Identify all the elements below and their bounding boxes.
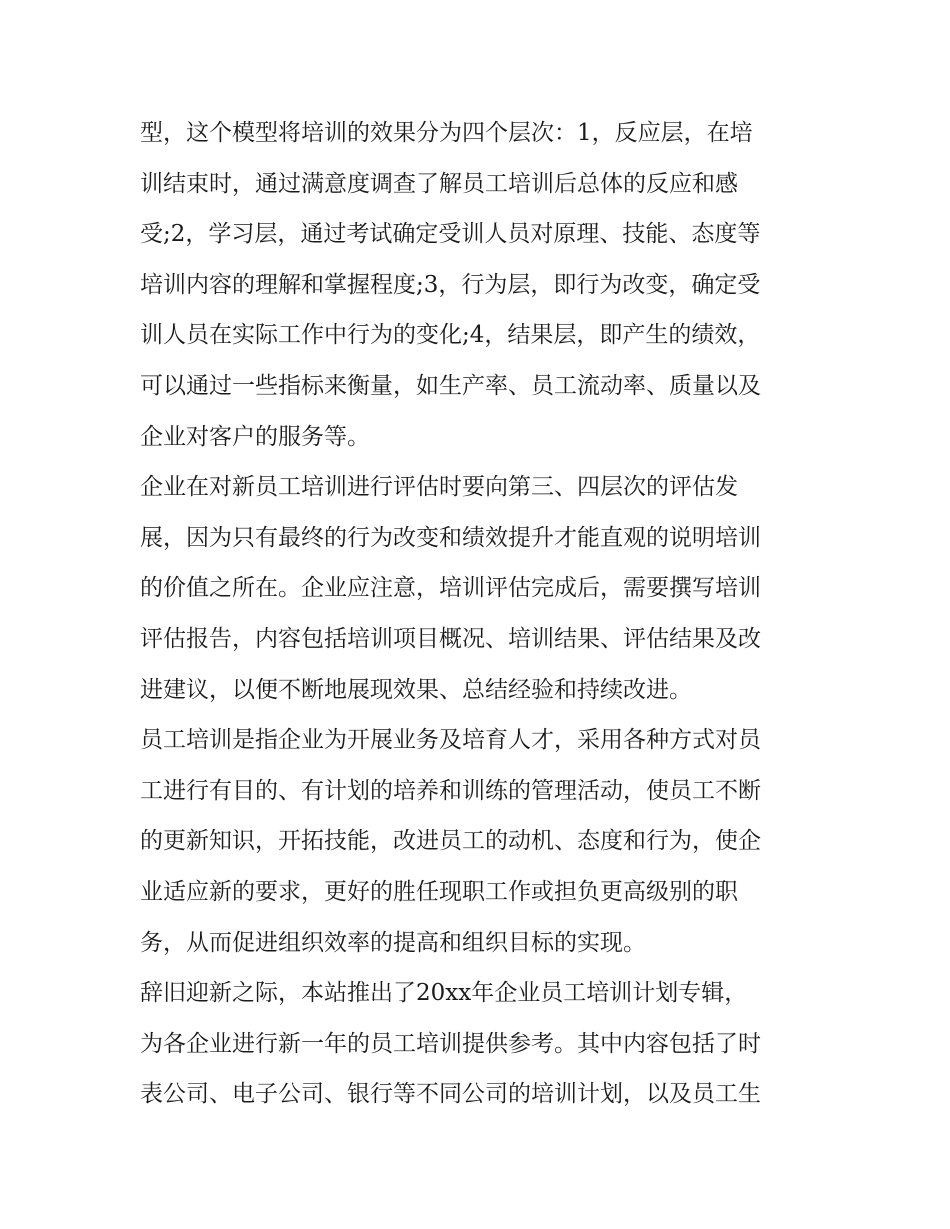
text-line: 训人员在实际工作中行为的变化;4，结果层，即产生的绩效， [140,322,761,349]
text-line: 为各企业进行新一年的员工培训提供参考。其中内容包括了时 [140,1030,761,1057]
text-line: 培训内容的理解和掌握程度;3，行为层，即行为改变，确定受 [140,271,761,298]
text-line: 表公司、电子公司、银行等不同公司的培训计划，以及员工生 [140,1081,761,1108]
text-line: 的价值之所在。企业应注意，培训评估完成后，需要撰写培训 [140,575,761,602]
text-line: 企业在对新员工培训进行评估时要向第三、四层次的评估发 [140,474,738,501]
text-line: 业适应新的要求，更好的胜任现职工作或担负更高级别的职 [140,878,738,905]
text-line: 受;2，学习层，通过考试确定受训人员对原理、技能、态度等 [140,221,761,248]
text-line: 展，因为只有最终的行为改变和绩效提升才能直观的说明培训 [140,524,761,551]
text-line: 评估报告，内容包括培训项目概况、培训结果、评估结果及改 [140,625,761,652]
text-line: 企业对客户的服务等。 [140,423,370,450]
text-line: 型，这个模型将培训的效果分为四个层次：1，反应层，在培 [140,120,753,146]
text-line: 工进行有目的、有计划的培养和训练的管理活动，使员工不断 [140,777,761,804]
text-line: 可以通过一些指标来衡量，如生产率、员工流动率、质量以及 [140,372,761,399]
text-line: 的更新知识，开拓技能，改进员工的动机、态度和行为，使企 [140,828,761,855]
document-body [140,108,820,1120]
text-line: 进建议，以便不断地展现效果、总结经验和持续改进。 [140,676,692,703]
text-line: 训结束时，通过满意度调查了解员工培训后总体的反应和感 [140,170,738,197]
text-line: 员工培训是指企业为开展业务及培育人才，采用各种方式对员 [140,727,761,754]
text-line: 务，从而促进组织效率的提高和组织目标的实现。 [140,929,646,956]
text-line: 辞旧迎新之际，本站推出了20xx年企业员工培训计划专辑， [140,980,748,1007]
